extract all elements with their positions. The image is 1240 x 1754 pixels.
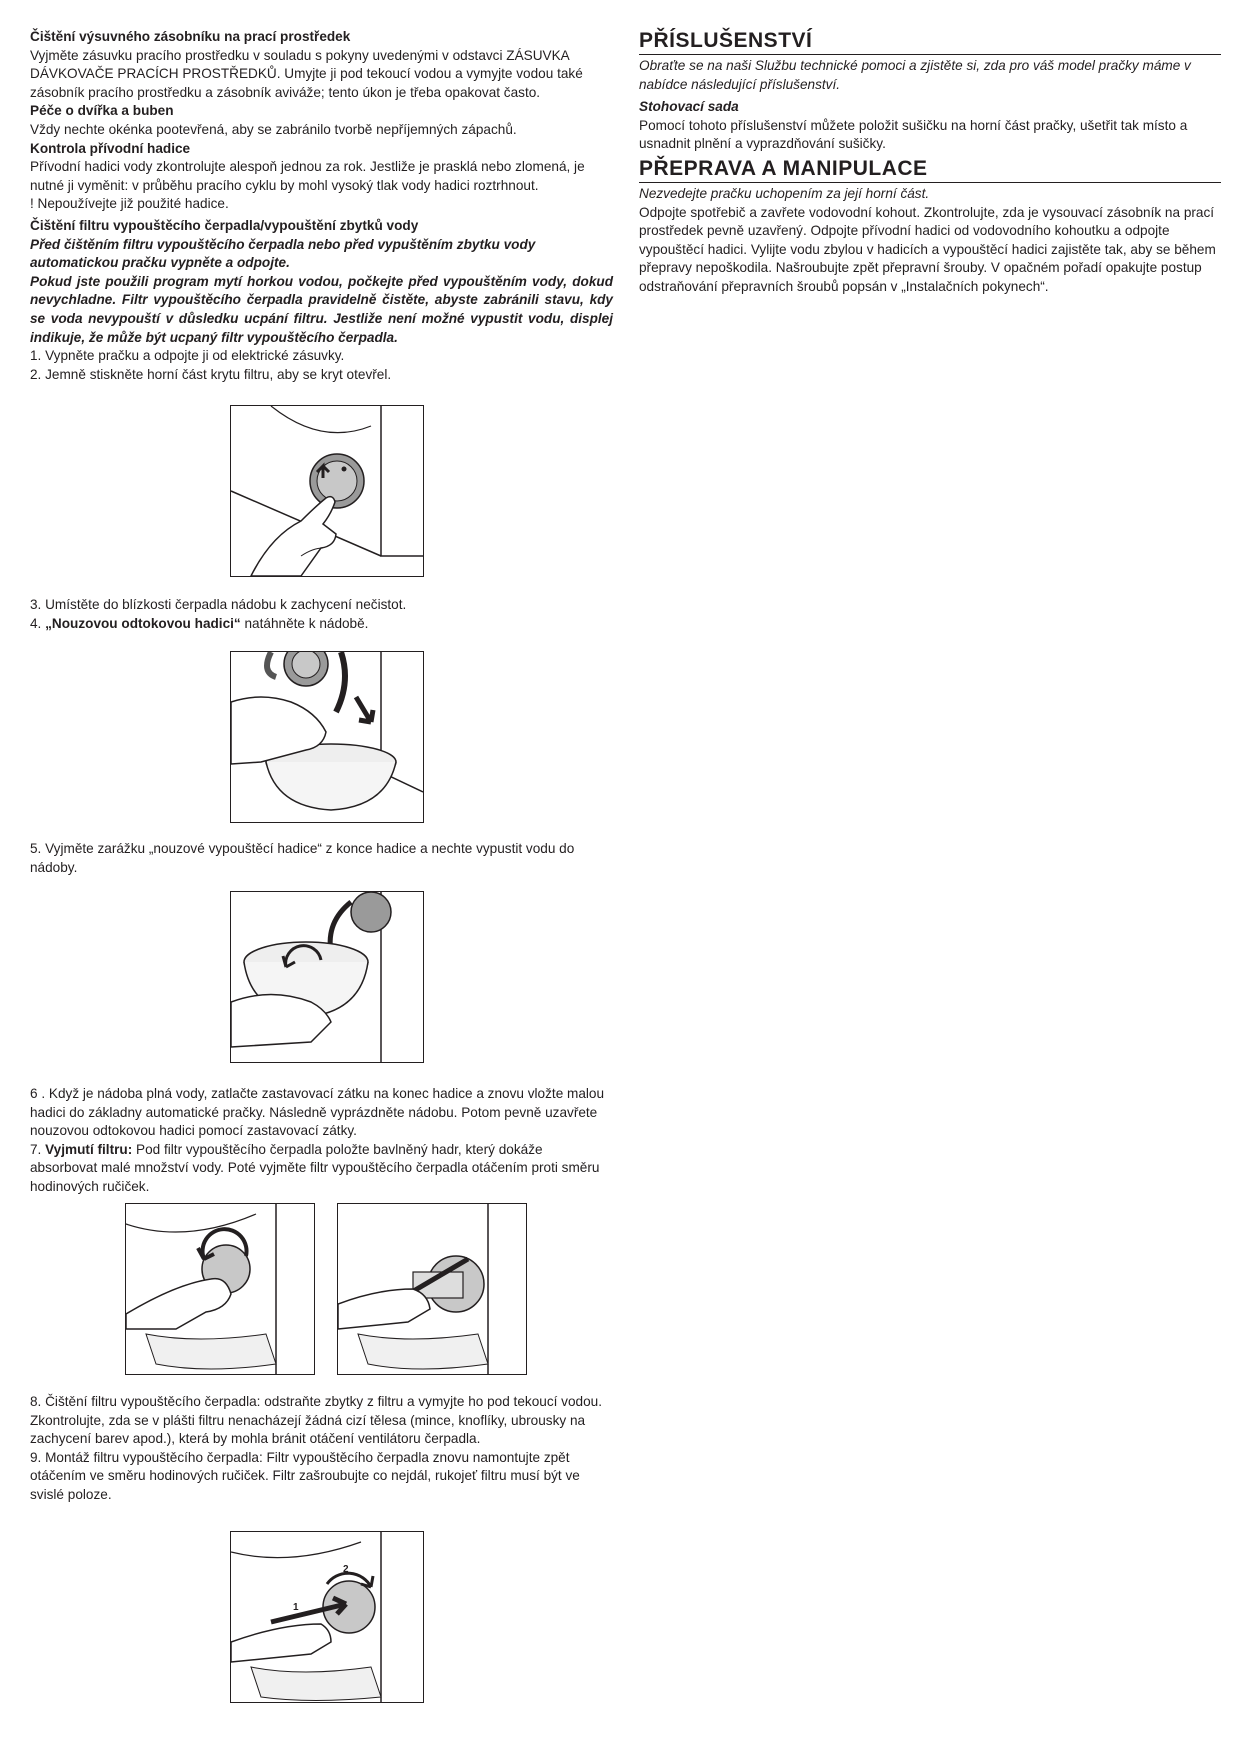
step-5-block: [30, 840, 613, 877]
step-7-bold: Vyjmutí filtru:: [45, 1141, 133, 1157]
stacking-kit-body: Pomocí tohoto příslušenství můžete položit sušičku na horní část pračky, ušetřit tak místo a usnadnit plnění a vyprazdňování sušičky.: [639, 117, 1188, 152]
step-8a: 8. Čištění filtru vypouštěcího čerpadla: odstraňte zbytky z filtru a vymyjte ho pod tekoucí vodou.: [30, 1394, 602, 1409]
step-7: [30, 1141, 613, 1197]
step-4: [30, 615, 613, 634]
step-6: 6 . Když je nádoba plná vody, zatlačte zastavovací zátku na konec hadice a znovu vložte malou hadici do základny automatické pračky. Následně vyprázdněte nádobu. Potom pevně uzavřete nouzovou odtokovou hadici pomocí zastavovací zátky.: [30, 1086, 605, 1139]
steps-3-4: [30, 596, 613, 633]
figure-pull-filter-drawing: [338, 1204, 526, 1374]
figure-unscrew-filter: [125, 1203, 315, 1375]
section-body-drawer: Vyjměte zásuvku pracího prostředku v souladu s pokyny uvedenými v odstavci ZÁSUVKA DÁVKOVAČE PRACÍCH PROSTŘEDKŮ. Umyjte ji pod tekoucí vodou a vymyjte vodou také zásobník pracího prostředku a zásobník aviváže; tento úkon je třeba opakovat často.: [30, 47, 583, 100]
right-column: [639, 28, 1221, 297]
section-body-door: Vždy nechte okénka pootevřená, aby se zabránilo tvorbě nepříjemných zápachů.: [30, 121, 517, 137]
figure-open-filter-cover: [230, 405, 424, 577]
section-warning-filter-1: Před čištěním filtru vypouštěcího čerpadla nebo před vypuštěním zbytku vody automatickou pračku vypněte a odpojte.: [30, 236, 536, 271]
step-4-suffix: natáhněte k nádobě.: [240, 615, 369, 631]
section-title-drawer: Čištění výsuvného zásobníku na prací prostředek: [30, 29, 351, 44]
step-8b: Zkontrolujte, zda se v plášti filtru nenacházejí žádná cizí tělesa (mince, knoflíky, ubrousky na zachycení barev apod.), která by mohla bránit otáčení ventilátoru čerpadla.: [30, 1412, 586, 1447]
stacking-kit-title: Stohovací sada: [639, 99, 739, 115]
section-warning-hose: ! Nepoužívejte již použité hadice.: [30, 196, 229, 212]
step-4-bold: „Nouzovou odtokovou hadici“: [45, 615, 241, 631]
steps-6-7: [30, 1085, 613, 1197]
step-5: 5. Vyjměte zarážku „nouzové vypouštěcí hadice“ z konce hadice a nechte vypustit vodu do nádoby.: [30, 841, 575, 875]
section-title-door: Péče o dvířka a buben: [30, 103, 174, 119]
figure-pull-filter: [337, 1203, 527, 1375]
transport-intro: Nezvedejte pračku uchopením za její horní část.: [639, 185, 930, 201]
step-7-suffix: Pod filtr vypouštěcího čerpadla položte bavlněný hadr, který dokáže absorbovat malé množství vody. Poté vyjměte filtr vypouštěcího čerpadla otáčením proti směru hodinových ručiček.: [30, 1141, 600, 1194]
figure-drain-water-drawing: [231, 892, 423, 1062]
figure-drain-water: [230, 891, 424, 1063]
figure-emergency-hose-drawing: [231, 652, 423, 822]
transport-body: Odpojte spotřebič a zavřete vodovodní kohout. Zkontrolujte, zda je vysouvací zásobník na prací prostředek pevně uzavřený. Odpojte přívodní hadici od vodovodního kohoutku a odpojte vypouštěcí hadici. Vylijte vodu zbylou v hadicích a vypouštěcí hadici zajistěte tak, aby se během přepravy nepoškodila. Našroubujte zpět přepravní šrouby. V opačném pořadí opakujte postup odstraňování přepravních šroubů popsán v „Instalačních pokynech“.: [639, 204, 1216, 294]
step-2: 2. Jemně stiskněte horní část krytu filtru, aby se kryt otevřel.: [30, 366, 392, 382]
figure-label-1: 1: [293, 1602, 299, 1613]
figure-open-filter-cover-drawing: [231, 406, 423, 576]
section-title-accessories: PŘÍSLUŠENSTVÍ: [639, 28, 1221, 55]
step-4-prefix: 4.: [30, 615, 46, 631]
figure-unscrew-filter-drawing: [126, 1204, 314, 1374]
step-3: 3. Umístěte do blízkosti čerpadla nádobu k zachycení nečistot.: [30, 597, 407, 612]
steps-8-9: [30, 1393, 613, 1505]
step-1: 1. Vypněte pračku a odpojte ji od elektrické zásuvky.: [30, 348, 345, 364]
figure-emergency-hose: [230, 651, 424, 823]
step-7-prefix: 7.: [30, 1141, 46, 1157]
figure-label-2: 2: [343, 1564, 349, 1575]
section-body-hose: Přívodní hadici vody zkontrolujte alespoň jednou za rok. Jestliže je prasklá nebo zlomená, je nutné ji vyměnit: v průběhu pracího cyklu by mohl vysoký tlak vody hadici roztrhnout.: [30, 159, 585, 193]
section-title-hose: Kontrola přívodní hadice: [30, 140, 191, 156]
accessories-intro: Obraťte se na naši Službu technické pomoci a zjistěte si, zda pro váš model pračky máme v nabídce následující příslušenství.: [639, 58, 1191, 92]
section-warning-filter-2: Pokud jste použili program mytí horkou vodou, počkejte před vypouštěním vody, dokud nevychladne. Filtr vypouštěcího čerpadla pravidelně čistěte, abyste zabránili stavu, kdy se voda nevypouští v důsledku ucpání filtru. Jestliže není možné vypustit vodu, displej indikuje, že může být ucpaný filtr vypouštěcího čerpadla.: [30, 273, 613, 345]
figure-reinstall-filter-drawing: [231, 1532, 423, 1702]
section-title-transport: PŘEPRAVA A MANIPULACE: [639, 156, 1221, 183]
left-column: [30, 28, 613, 384]
section-title-filter: Čištění filtru vypouštěcího čerpadla/vypouštění zbytků vody: [30, 217, 419, 233]
step-9: 9. Montáž filtru vypouštěcího čerpadla: Filtr vypouštěcího čerpadla znovu namontujte zpět otáčením ve směru hodinových ručiček. Filtr zašroubujte co nejdál, rukojeť filtru musí být ve svislé poloze.: [30, 1449, 580, 1502]
figure-reinstall-filter: [230, 1531, 424, 1703]
